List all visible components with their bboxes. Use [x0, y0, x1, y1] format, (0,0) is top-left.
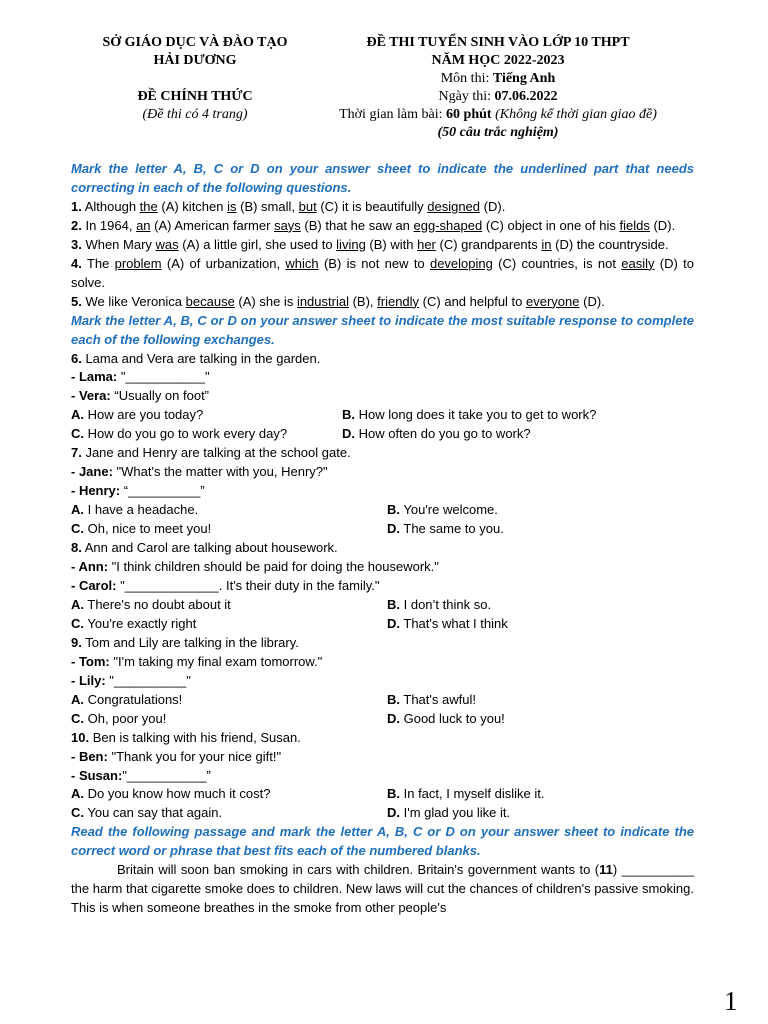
option-d[interactable]: D. I'm glad you like it.: [387, 805, 511, 821]
exchange-intro: 9. Tom and Lily are talking in the library.: [71, 634, 299, 650]
question-number: 3.: [71, 236, 82, 252]
option-d[interactable]: D. Good luck to you!: [387, 710, 505, 726]
exam-content: [71, 160, 694, 918]
options-row: [71, 804, 694, 823]
instruction-part-3: Read the following passage and mark the letter A, B, C or D on your answer sheet to indicate the correct word or phrase that best fits each of the numbered blanks.: [71, 824, 694, 859]
error-question: [71, 236, 694, 255]
option-b[interactable]: B. In fact, I myself dislike it.: [387, 786, 545, 802]
question-number: 5.: [71, 293, 82, 309]
exchange-question-list: [71, 350, 694, 824]
question-text: We like Veronica: [81, 293, 186, 309]
underlined-part: which: [285, 255, 319, 271]
question-number: 2.: [71, 217, 82, 233]
options-row: [71, 501, 694, 520]
underlined-part: her: [417, 236, 436, 252]
question-text: (D).: [579, 293, 605, 309]
underlined-part: because: [185, 293, 235, 309]
exchange-question: [71, 444, 694, 539]
error-question: [71, 198, 694, 217]
error-question: [71, 217, 694, 236]
underlined-part: the: [139, 198, 158, 214]
underlined-part: friendly: [377, 293, 420, 309]
question-text: Although: [81, 198, 140, 214]
underlined-part: egg-shaped: [413, 217, 483, 233]
underlined-part: an: [136, 217, 151, 233]
question-text: (A) a little girl, she used to: [178, 236, 337, 252]
date-line: Ngày thi: 07.06.2022: [438, 89, 558, 104]
option-b[interactable]: B. You're welcome.: [387, 502, 498, 518]
options-row: [71, 596, 694, 615]
subject-line: Môn thi: Tiếng Anh: [440, 71, 556, 86]
exchange-question: [71, 729, 694, 824]
question-text: (A) she is: [234, 293, 297, 309]
dialogue-line: - Ben: "Thank you for your nice gift!": [71, 748, 282, 764]
header-right: [318, 34, 678, 142]
option-a[interactable]: A. Congratulations!: [71, 691, 183, 707]
question-number: 1.: [71, 198, 82, 214]
dialogue-line: - Jane: "What's the matter with you, Henry?": [71, 464, 328, 480]
underlined-part: everyone: [526, 293, 580, 309]
question-text: (C) grandparents: [435, 236, 542, 252]
options-row: [71, 615, 694, 634]
question-text: In 1964,: [81, 217, 137, 233]
underlined-part: in: [541, 236, 552, 252]
option-b[interactable]: B. I don’t think so.: [387, 596, 492, 612]
option-c[interactable]: C. You can say that again.: [71, 805, 223, 821]
options-row: [71, 406, 694, 425]
exchange-question: [71, 350, 694, 445]
question-text: (B) that he saw an: [300, 217, 414, 233]
department-name: SỞ GIÁO DỤC VÀ ĐÀO TẠO: [102, 35, 288, 50]
dialogue-line: - Susan:"___________”: [71, 767, 211, 783]
option-c[interactable]: C. Oh, poor you!: [71, 710, 167, 726]
question-text: (A) kitchen: [157, 198, 228, 214]
question-text: The: [81, 255, 115, 271]
options-row: [71, 691, 694, 710]
question-text: (D).: [480, 198, 506, 214]
dialogue-line: - Vera: “Usually on foot”: [71, 388, 210, 404]
dialogue-line: - Tom: "I'm taking my final exam tomorrow.": [71, 653, 323, 669]
underlined-part: living: [336, 236, 366, 252]
dialogue-line: - Ann: "I think children should be paid for doing the housework.": [71, 559, 439, 575]
options-row: [71, 710, 694, 729]
page-count-note: (Đề thi có 4 trang): [142, 107, 248, 122]
question-text: (A) of urbanization,: [161, 255, 286, 271]
option-c[interactable]: C. How do you go to work every day?: [71, 426, 288, 442]
options-row: [71, 785, 694, 804]
option-a[interactable]: A. Do you know how much it cost?: [71, 786, 271, 802]
exchange-intro: 10. Ben is talking with his friend, Susan.: [71, 729, 301, 745]
options-row: [71, 520, 694, 539]
exchange-intro: 8. Ann and Carol are talking about housework.: [71, 540, 338, 556]
exam-title: ĐỀ THI TUYỂN SINH VÀO LỚP 10 THPT: [366, 35, 630, 50]
dialogue-line: - Lama: "___________": [71, 369, 210, 385]
option-d[interactable]: D. That's what I think: [387, 615, 508, 631]
question-text: (B) small,: [236, 198, 299, 214]
question-text: (A) American farmer: [150, 217, 275, 233]
option-b[interactable]: B. That's awful!: [387, 691, 476, 707]
instruction-part-2: Mark the letter A, B, C or D on your answer sheet to indicate the most suitable response to complete each of the following exchanges.: [71, 312, 694, 347]
exchange-question: [71, 634, 694, 729]
question-text: (D) the countryside.: [551, 236, 669, 252]
time-line: Thời gian làm bài: 60 phút (Không kể thời gian giao đề): [339, 107, 657, 122]
option-a[interactable]: A. How are you today?: [71, 407, 204, 423]
page-number: 1: [724, 986, 738, 1016]
question-text: (B) with: [365, 236, 418, 252]
header-left: [70, 34, 320, 124]
underlined-part: fields: [619, 217, 650, 233]
question-text: (D) to solve.: [71, 255, 694, 290]
question-text: (C) and helpful to: [419, 293, 527, 309]
exchange-intro: 7. Jane and Henry are talking at the school gate.: [71, 445, 351, 461]
province-name: HẢI DƯƠNG: [153, 53, 237, 68]
underlined-part: developing: [429, 255, 493, 271]
question-text: (B) is not new to: [318, 255, 430, 271]
exchange-question: [71, 539, 694, 634]
question-text: When Mary: [81, 236, 156, 252]
official-exam-label: ĐỀ CHÍNH THỨC: [137, 89, 253, 104]
error-question: [71, 255, 694, 293]
instruction-part-1: Mark the letter A, B, C or D on your answer sheet to indicate the underlined part that needs correcting in each of the following questions.: [71, 161, 694, 195]
question-text: (C) countries, is not: [492, 255, 622, 271]
option-a[interactable]: A. I have a headache.: [71, 502, 199, 518]
option-b[interactable]: B. How long does it take you to get to work?: [342, 407, 597, 423]
question-text: (C) it is beautifully: [316, 198, 428, 214]
underlined-part: is: [227, 198, 237, 214]
underlined-part: designed: [427, 198, 481, 214]
question-text: (B),: [348, 293, 378, 309]
dialogue-line: - Carol: "_____________. It's their duty in the family.": [71, 577, 380, 593]
reading-passage: Britain will soon ban smoking in cars with children. Britain's government wants to (11) __________ the harm that cigarette smoke does to children. New laws will cut the chances of children's passive smoking. This is when someone breathes in the smoke from other people's: [71, 862, 694, 916]
question-text: (D).: [649, 217, 676, 233]
dialogue-line: - Lily: "__________": [71, 672, 191, 688]
underlined-part: easily: [621, 255, 655, 271]
option-d[interactable]: D. How often do you go to work?: [342, 426, 531, 442]
question-number: 4.: [71, 255, 82, 271]
question-count: (50 câu trắc nghiệm): [437, 125, 559, 140]
error-question-list: [71, 198, 694, 312]
underlined-part: was: [155, 236, 179, 252]
underlined-part: problem: [114, 255, 162, 271]
question-text: (C) object in one of his: [482, 217, 620, 233]
underlined-part: industrial: [296, 293, 349, 309]
exchange-intro: 6. Lama and Vera are talking in the garden.: [71, 350, 321, 366]
option-c[interactable]: C. Oh, nice to meet you!: [71, 521, 212, 537]
option-a[interactable]: A. There's no doubt about it: [71, 596, 231, 612]
options-row: [71, 425, 694, 444]
option-c[interactable]: C. You're exactly right: [71, 615, 197, 631]
underlined-part: says: [274, 217, 301, 233]
error-question: [71, 293, 694, 312]
option-d[interactable]: D. The same to you.: [387, 521, 504, 537]
school-year: NĂM HỌC 2022-2023: [431, 53, 565, 68]
dialogue-line: - Henry: “__________”: [71, 483, 205, 499]
underlined-part: but: [298, 198, 317, 214]
